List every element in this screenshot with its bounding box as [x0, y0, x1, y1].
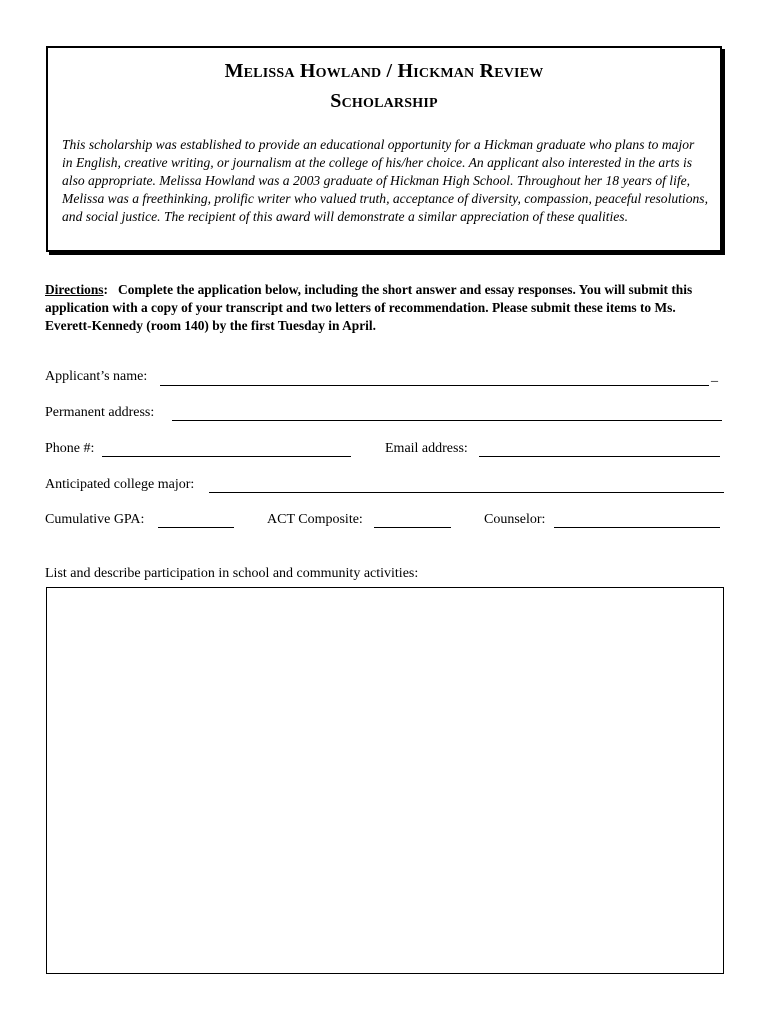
phone-label: Phone #:: [45, 441, 95, 456]
activities-response-box[interactable]: [46, 587, 724, 974]
permanent-address-label: Permanent address:: [45, 405, 155, 420]
gpa-field[interactable]: [158, 527, 234, 528]
college-major-field[interactable]: [209, 492, 724, 493]
applicant-name-label: Applicant’s name:: [45, 369, 148, 384]
act-label: ACT Composite:: [267, 512, 363, 527]
scholarship-header-box: [46, 46, 722, 252]
counselor-label: Counselor:: [484, 512, 546, 527]
directions-text: Complete the application below, including the short answer and essay responses. You will submit this application with a copy of your transcript and two letters of recommendation. Please submit these items to Ms. Everett-Kennedy (room 140) by the first Tuesday in April.: [45, 282, 693, 333]
scholarship-description: This scholarship was established to provide an educational opportunity for a Hickman graduate who plans to major in English, creative writing, or journalism at the college of his/her choice. An applicant also interested in the arts is also appropriate. Melissa Howland was a 2003 graduate of Hickman High School. Throughout her 18 years of life, Melissa was a freethinking, prolific writer who valued truth, acceptance of diversity, compassion, peaceful resolutions, and social justice. The recipient of this award will demonstrate a similar appreciation of these qualities.: [62, 137, 708, 224]
college-major-label: Anticipated college major:: [45, 477, 195, 492]
permanent-address-field[interactable]: [172, 420, 722, 421]
title-line-2: Scholarship: [330, 90, 438, 112]
email-label: Email address:: [385, 441, 468, 456]
email-field[interactable]: [479, 456, 720, 457]
phone-field[interactable]: [102, 456, 351, 457]
activities-label: List and describe participation in school and community activities:: [45, 566, 419, 581]
directions-paragraph: Directions: Complete the application below, including the short answer and essay responses. You will submit this application with a copy of your transcript and two letters of recommendation. Please submit these items to Ms. Everett-Kennedy (room 140) by the first Tuesday in April.: [45, 282, 693, 333]
applicant-name-field[interactable]: [160, 385, 709, 386]
gpa-label: Cumulative GPA:: [45, 512, 145, 527]
directions-label: Directions: [45, 282, 104, 297]
counselor-field[interactable]: [554, 527, 720, 528]
act-field[interactable]: [374, 527, 451, 528]
applicant-name-trailing: _: [711, 369, 718, 384]
title-line-1: Melissa Howland / Hickman Review: [224, 60, 544, 82]
